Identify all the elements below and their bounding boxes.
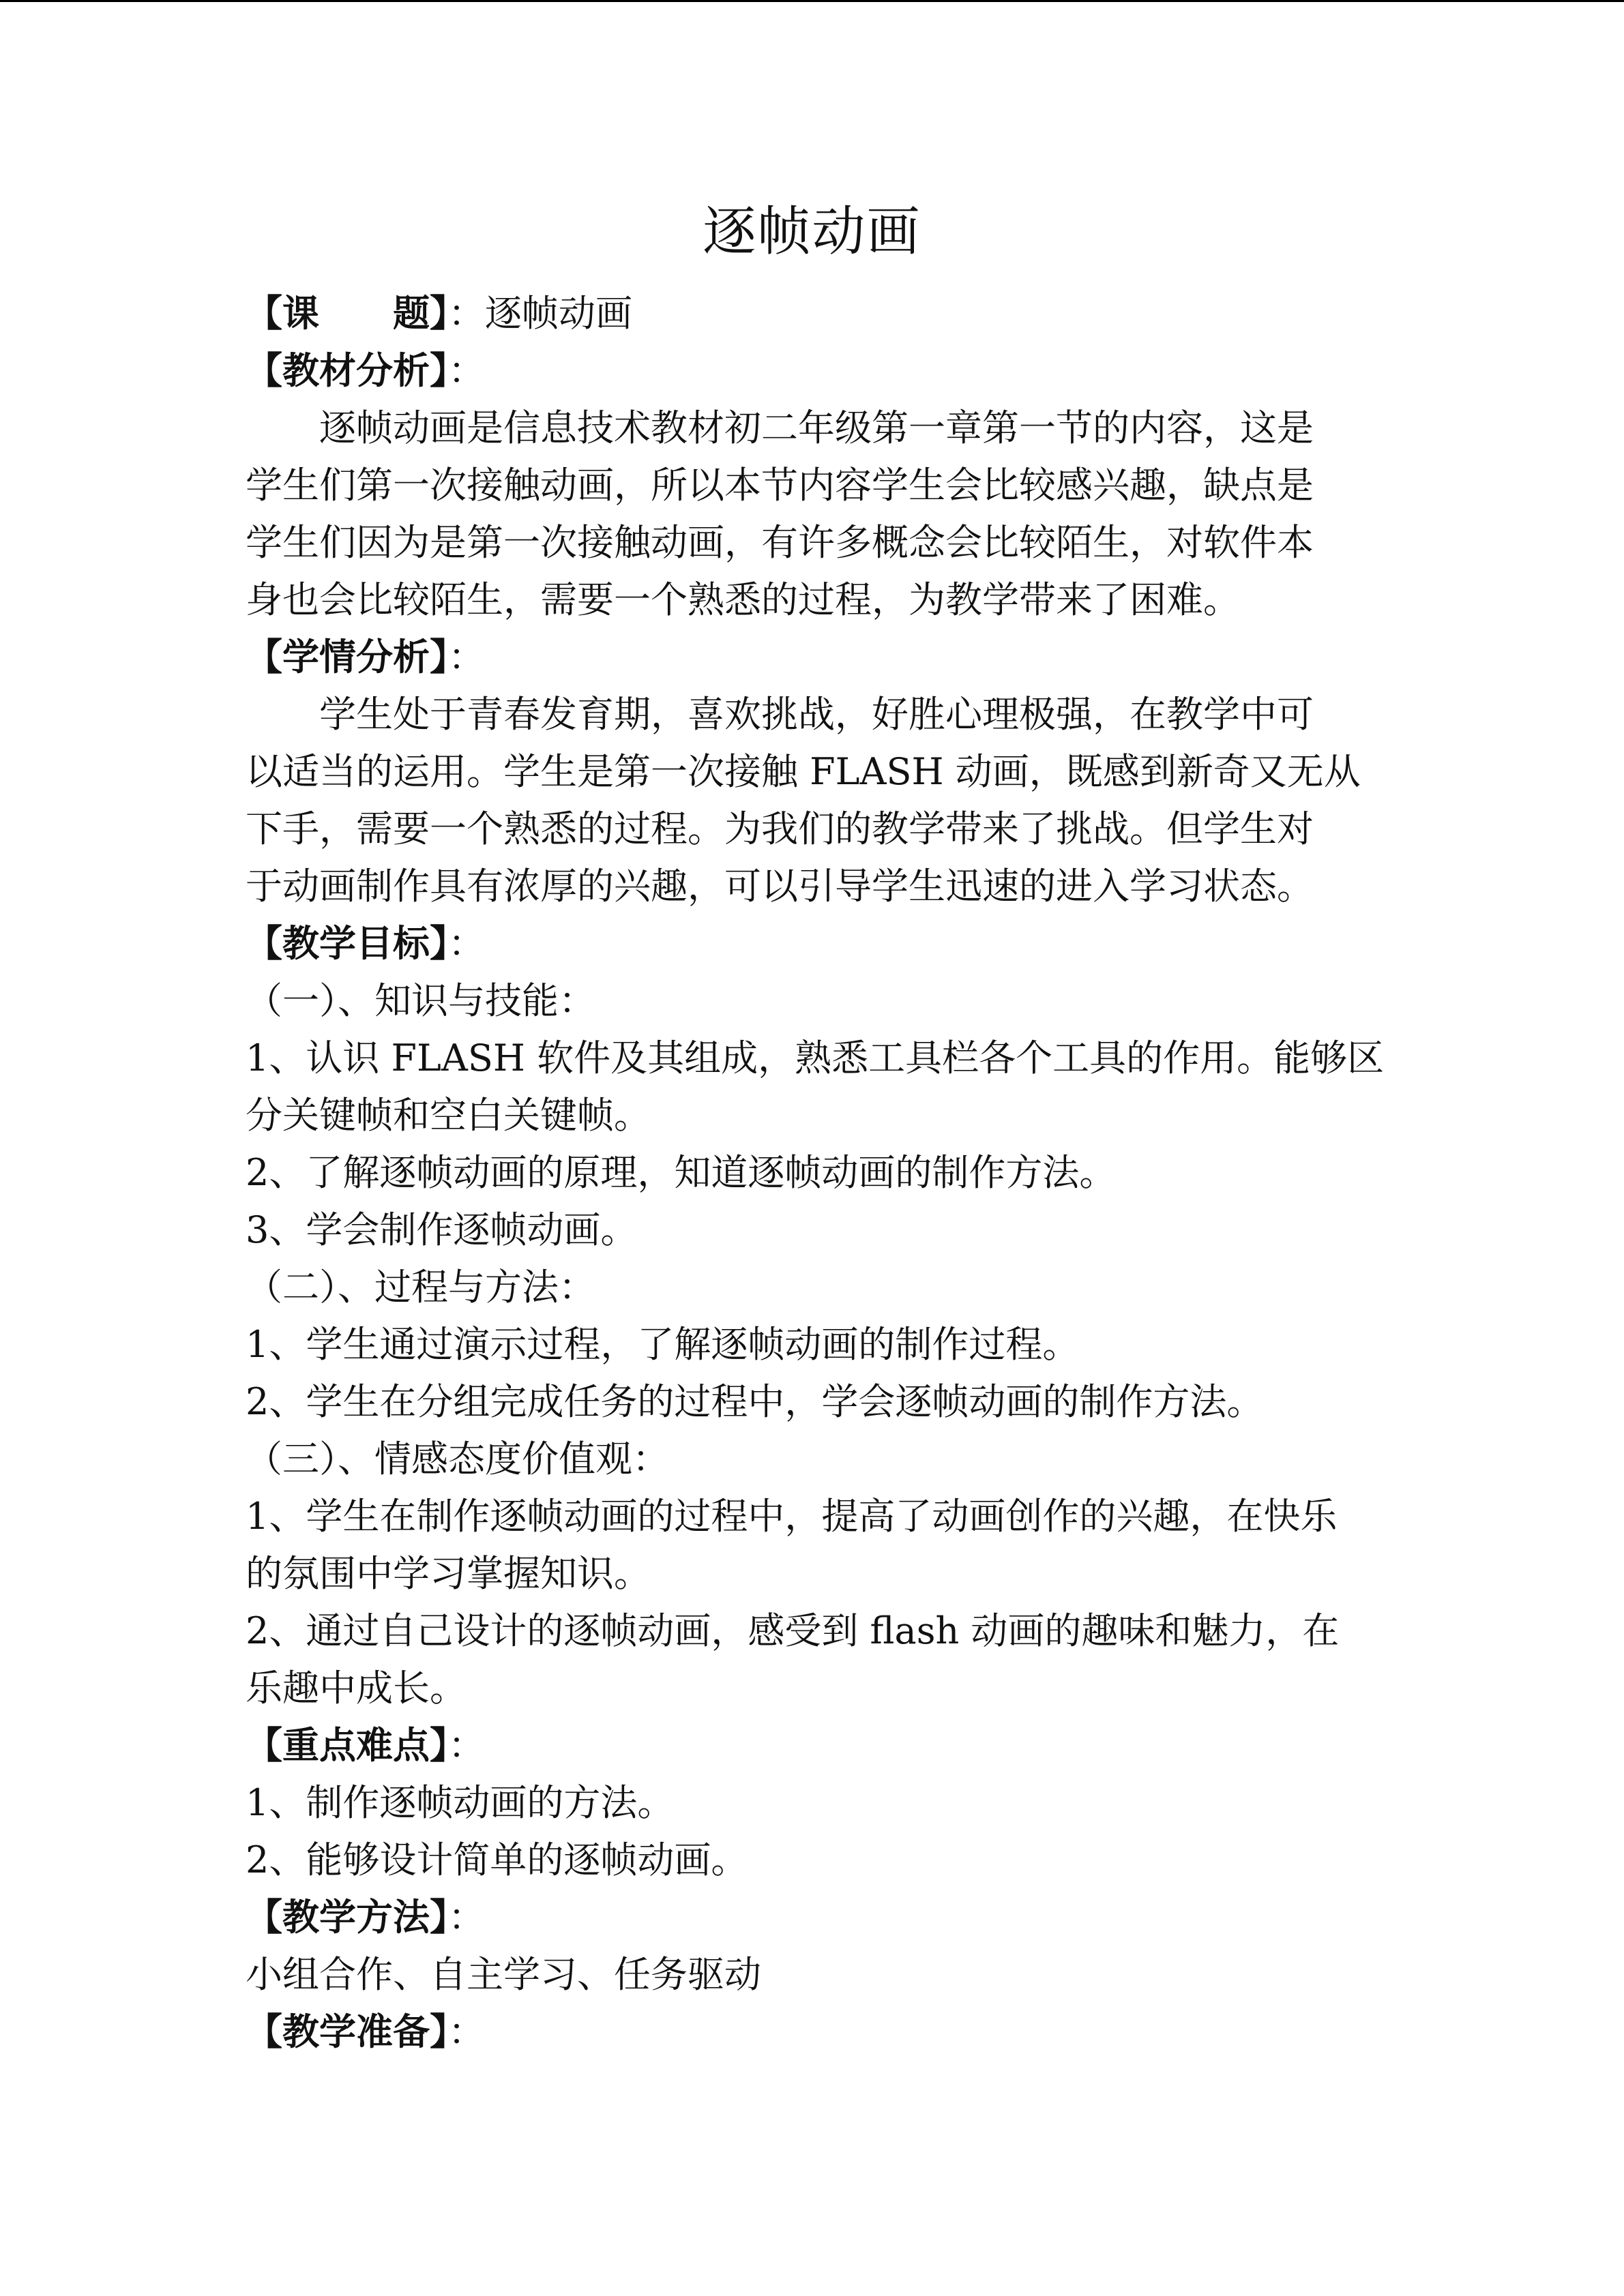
teaching-goals-heading: [246, 915, 1378, 972]
knowledge-skills-line: 分关键帧和空白关键帧。: [246, 1094, 651, 1137]
topic-value: 逐帧动画: [485, 292, 632, 335]
page-title: 逐帧动画: [703, 201, 921, 263]
teaching-methods-label: 【教学方法】: [246, 1896, 448, 1939]
teaching-goals-label: 【教学目标】: [246, 922, 448, 965]
key-points-colon: ：: [448, 1724, 485, 1767]
textbook-analysis-line: 学生们第一次接触动画，所以本节内容学生会比较感兴趣，缺点是: [246, 464, 1314, 507]
emotion-values-heading: （三）、情感态度价值观：: [246, 1437, 669, 1480]
process-methods-line: 2、学生在分组完成任务的过程中，学会逐帧动画的制作方法。: [246, 1380, 1264, 1423]
student-analysis-label: 【学情分析】: [246, 636, 448, 679]
knowledge-skills-heading: （一）、知识与技能：: [246, 979, 595, 1022]
page-top-rule: [0, 0, 1624, 2]
topic-colon: ：: [448, 292, 485, 335]
textbook-analysis-line: 身也会比较陌生，需要一个熟悉的过程，为教学带来了困难。: [246, 578, 1240, 621]
teaching-preparation-colon: ：: [448, 2010, 485, 2053]
teaching-preparation-heading: [246, 2003, 1378, 2061]
key-points-line: 2、能够设计简单的逐帧动画。: [246, 1838, 748, 1881]
teaching-preparation-label: 【教学准备】: [246, 2010, 448, 2053]
knowledge-skills-line: 3、学会制作逐帧动画。: [246, 1208, 638, 1251]
student-analysis-line: 以适当的运用。学生是第一次接触 FLASH 动画，既感到新奇又无从: [246, 750, 1361, 793]
knowledge-skills-line: 1、认识 FLASH 软件及其组成，熟悉工具栏各个工具的作用。能够区: [246, 1037, 1385, 1079]
key-points-heading: [246, 1717, 1378, 1774]
key-points-label: 【重点难点】: [246, 1724, 448, 1767]
process-methods-line: 1、学生通过演示过程，了解逐帧动画的制作过程。: [246, 1323, 1080, 1366]
topic-row: [246, 285, 1378, 342]
student-analysis-line: 学生处于青春发育期，喜欢挑战，好胜心理极强，在教学中可: [319, 693, 1314, 736]
document-body: [246, 285, 1385, 2061]
process-methods-heading: （二）、过程与方法：: [246, 1266, 595, 1309]
emotion-values-line: 乐趣中成长。: [246, 1667, 467, 1710]
student-analysis-line: 于动画制作具有浓厚的兴趣，可以引导学生迅速的进入学习状态。: [246, 865, 1314, 908]
emotion-values-line: 2、通过自己设计的逐帧动画，感受到 flash 动画的趣味和魅力，在: [246, 1609, 1340, 1652]
teaching-methods-colon: ：: [448, 1896, 485, 1939]
teaching-methods-heading: [246, 1889, 1378, 1946]
teaching-goals-colon: ：: [448, 922, 485, 965]
emotion-values-line: 1、学生在制作逐帧动画的过程中，提高了动画创作的兴趣，在快乐: [246, 1495, 1338, 1538]
emotion-values-line: 的氛围中学习掌握知识。: [246, 1552, 651, 1595]
student-analysis-colon: ：: [448, 636, 485, 679]
student-analysis-heading: [246, 629, 1378, 686]
topic-label: 【课 题】: [246, 292, 448, 335]
teaching-methods-value: 小组合作、自主学习、任务驱动: [246, 1953, 761, 1996]
knowledge-skills-line: 2、了解逐帧动画的原理，知道逐帧动画的制作方法。: [246, 1151, 1117, 1194]
student-analysis-line: 下手，需要一个熟悉的过程。为我们的教学带来了挑战。但学生对: [246, 807, 1314, 850]
textbook-analysis-line: 逐帧动画是信息技术教材初二年级第一章第一节的内容，这是: [319, 406, 1314, 449]
textbook-analysis-heading: [246, 342, 1378, 400]
textbook-analysis-colon: ：: [448, 349, 485, 392]
key-points-line: 1、制作逐帧动画的方法。: [246, 1781, 675, 1824]
textbook-analysis-label: 【教材分析】: [246, 349, 448, 392]
textbook-analysis-line: 学生们因为是第一次接触动画，有许多概念会比较陌生，对软件本: [246, 521, 1314, 564]
